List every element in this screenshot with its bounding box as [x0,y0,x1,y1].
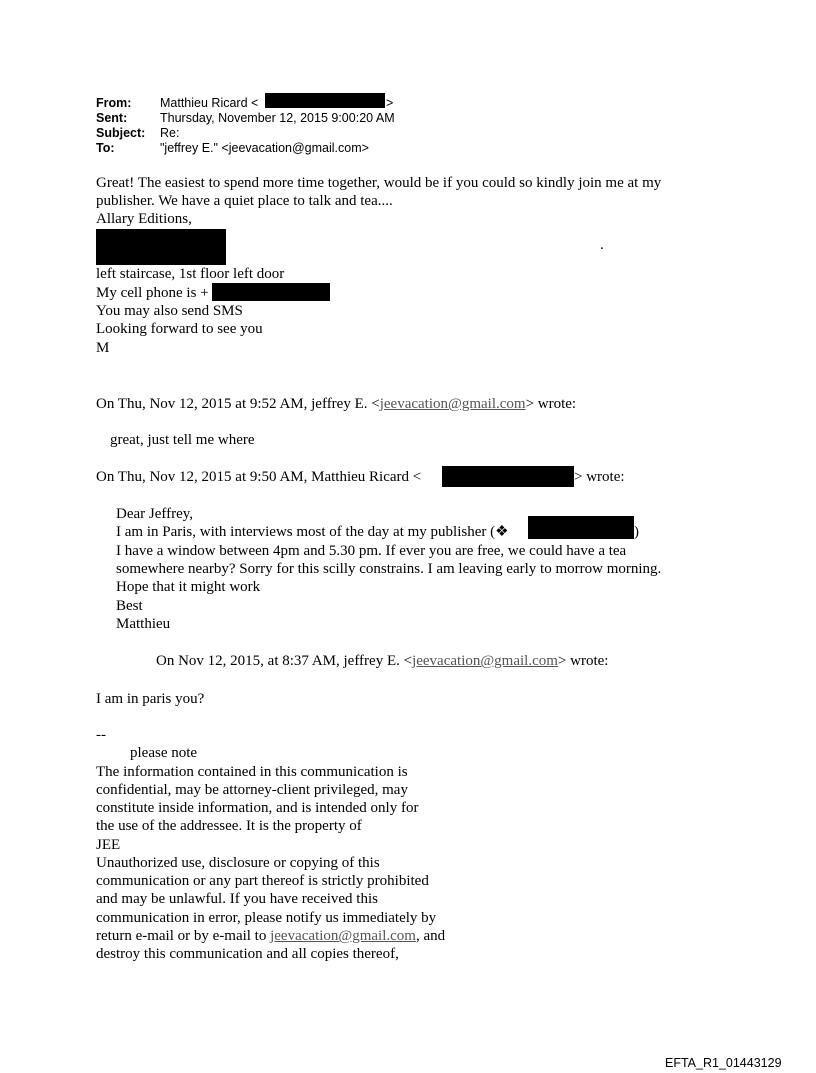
reply-line: publisher. We have a quiet place to talk and tea.... [96,193,393,209]
redaction-box [442,466,574,487]
reply-line: My cell phone is + [96,285,209,301]
disclaimer-line: the use of the addressee. It is the property of [96,818,362,834]
from-value [160,97,258,110]
redaction-box [528,516,634,539]
document-id: EFTA_R1_01443129 [665,1056,782,1070]
reply-line: You may also send SMS [96,303,243,319]
disclaimer-line: constitute inside information, and is intended only for [96,800,419,816]
reply-line: Great! The easiest to spend more time together, would be if you could so kindly join me at my [96,175,662,191]
subject-label: Subject: [96,126,146,140]
email-link[interactable]: jeevacation@gmail.com [379,396,526,412]
disclaimer-line: return e-mail or by e-mail to jeevacation@gmail.com, and [96,928,446,944]
from-name: Matthieu Ricard < [160,96,259,110]
reply-line: Looking forward to see you [96,321,263,337]
quote-line: somewhere nearby? Sorry for this scilly constrains. I am leaving early to morrow morning. [116,561,662,577]
quote-line: Dear Jeffrey, [116,506,194,522]
subject-value: Re: [160,126,180,140]
reply-line: left staircase, 1st floor left door [96,266,285,282]
redaction-box [96,229,226,265]
signature-note: please note [130,745,198,761]
quote-attribution-suffix: > wrote: [574,469,625,485]
disclaimer-line: JEE [96,837,121,853]
quote-line: Matthieu [116,616,171,632]
quote-line-end: ) [634,524,639,540]
quote-line: Best [116,598,143,614]
disclaimer-line: communication or any part thereof is strictly prohibited [96,873,429,889]
quote-line: Hope that it might work [116,579,261,595]
disclaimer-line: The information contained in this communication is [96,764,408,780]
quote-body: great, just tell me where [110,432,255,448]
signature-dashes: -- [96,727,106,743]
redaction-box [265,93,385,108]
to-label: To: [96,141,115,155]
disclaimer-line: confidential, may be attorney-client privileged, may [96,782,408,798]
reply-line: M [96,340,110,356]
from-suffix: > [386,96,394,110]
disclaimer-line: and may be unlawful. If you have received this [96,891,378,907]
quote-attribution: On Thu, Nov 12, 2015 at 9:52 AM, jeffrey E. <jeevacation@gmail.com> wrote: [96,396,577,412]
disclaimer-line: Unauthorized use, disclosure or copying of this [96,855,380,871]
quote-line: I am in Paris, with interviews most of the day at my publisher (❖ [116,524,509,540]
quote-line: I have a window between 4pm and 5.30 pm. If ever you are free, we could have a tea [116,543,627,559]
sent-label: Sent: [96,111,128,125]
from-label: From: [96,96,132,110]
email-link[interactable]: jeevacation@gmail.com [412,653,558,669]
quote-attribution: On Nov 12, 2015, at 8:37 AM, jeffrey E. <jeevacation@gmail.com> wrote: [156,653,609,669]
quote-body: I am in paris you? [96,691,205,707]
disclaimer-line: communication in error, please notify us immediately by [96,910,437,926]
redaction-box [212,283,330,301]
stray-dot: . [600,237,604,253]
reply-line: Allary Editions, [96,211,192,227]
disclaimer-line: destroy this communication and all copies thereof, [96,946,399,962]
sent-value: Thursday, November 12, 2015 9:00:20 AM [160,111,395,125]
to-value: "jeffrey E." <jeevacation@gmail.com> [160,141,369,155]
email-link[interactable]: jeevacation@gmail.com [270,928,416,944]
quote-attribution: On Thu, Nov 12, 2015 at 9:50 AM, Matthieu Ricard < [96,469,422,485]
